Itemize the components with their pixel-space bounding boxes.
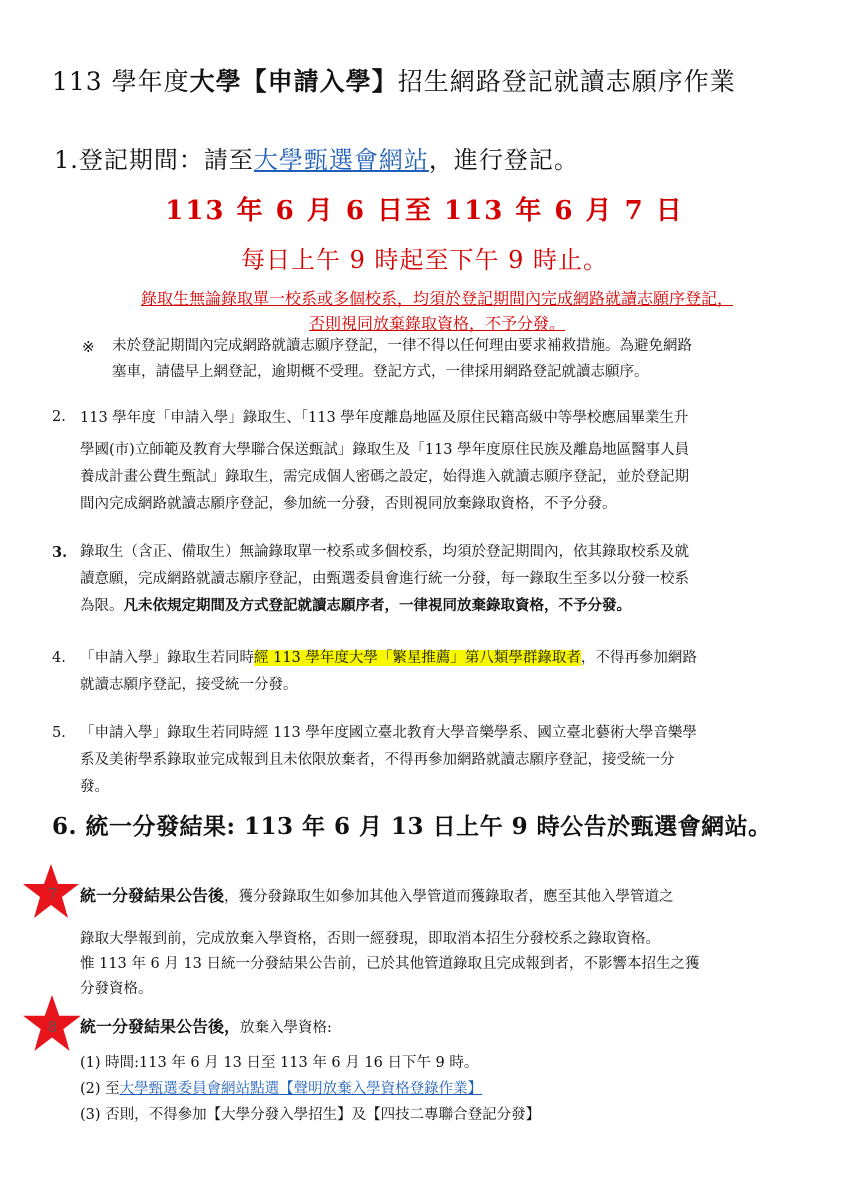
item-3-line: 錄取生（含正、備取生）無論錄取單一校系或多個校系，均須於登記期間內，依其錄取校系及就 xyxy=(80,544,689,560)
item-8-sub-3: (3) 否則，不得參加【大學分發入學招生】及【四技二專聯合登記分發】 xyxy=(80,1107,541,1123)
website-link[interactable]: 大學甄選會網站 xyxy=(253,146,429,174)
note-mark: ※ xyxy=(82,338,95,356)
item-3-last-line: 為限。凡未依規定期間及方式登記就讀志願序者，一律視同放棄錄取資格，不予分發。 xyxy=(80,597,631,614)
item-3-line: 讀意願，完成網路就讀志願序登記，由甄選委員會進行統一分發，每一錄取生至多以分發一校系 xyxy=(80,571,689,587)
withdrawal-link[interactable]: 大學甄選委員會網站點選【聲明放棄入學資格登錄作業】 xyxy=(119,1081,483,1097)
item-3-number: 3. xyxy=(52,544,68,561)
item-7-line-3: 惟 113 年 6 月 13 日統一分發結果公告前，已於其他管道錄取且完成報到者，不影響本招生之獲 xyxy=(80,956,700,972)
item-4-line-1: 「申請入學」錄取生若同時經 113 學年度大學「繁星推薦」第八類學群錄取者，不得再參加網路 xyxy=(80,650,697,666)
item-5-number: 5. xyxy=(52,725,66,741)
registration-daily-time: 每日上午 9 時起至下午 9 時止。 xyxy=(240,246,609,274)
warning-line-2: 否則視同放棄錄取資格，不予分發。 xyxy=(308,314,565,333)
registration-date-range: 113 年 6 月 6 日至 113 年 6 月 7 日 xyxy=(165,196,684,226)
item-7-line-4: 分發資格。 xyxy=(80,981,153,997)
item-2-number: 2. xyxy=(52,409,66,425)
item-4-line-2: 就讀志願序登記，接受統一分發。 xyxy=(80,677,298,693)
item-5-line: 發。 xyxy=(80,779,109,795)
page-title: 113 學年度大學【申請入學】招生網路登記就讀志願序作業 xyxy=(52,67,736,96)
item-4-number: 4. xyxy=(52,650,66,666)
item-7-number: 7 xyxy=(48,887,58,903)
note-line-1: 未於登記期間內完成網路就讀志願序登記，一律不得以任何理由要求補救措施。為避免網路 xyxy=(112,338,692,354)
item-8-line-1: 統一分發結果公告後，放棄入學資格: xyxy=(80,1017,332,1036)
item-5-line: 系及美術學系錄取並完成報到且未依限放棄者，不得再參加網路就讀志願序登記，接受統一分 xyxy=(80,752,675,768)
note-line-2: 塞車，請儘早上網登記，逾期概不受理。登記方式，一律採用網路登記就讀志願序。 xyxy=(112,364,649,380)
item-2-line: 113 學年度「申請入學」錄取生、「113 學年度離島地區及原住民籍高級中等學校應屆畢業生升 xyxy=(80,410,689,426)
highlighted-text: 經 113 學年度大學「繁星推薦」第八類學群錄取者 xyxy=(254,650,581,666)
item-5-line: 「申請入學」錄取生若同時經 113 學年度國立臺北教育大學音樂學系、國立臺北藝術大學音樂學 xyxy=(80,725,697,741)
item-7-line-2: 錄取大學報到前，完成放棄入學資格，否則一經發現，即取消本招生分發校系之錄取資格。 xyxy=(80,931,660,947)
item-7-line-1: 統一分發結果公告後，獲分發錄取生如參加其他入學管道而獲錄取者，應至其他入學管道之 xyxy=(80,886,674,905)
item-2-line: 養成計畫公費生甄試」錄取生，需完成個人密碼之設定，始得進入就讀志願序登記，並於登記期 xyxy=(80,469,689,485)
item-2-line: 學國(市)立師範及教育大學聯合保送甄試」錄取生及「113 學年度原住民族及離島地區醫事人員 xyxy=(80,442,690,458)
item-6-heading: 6. 統一分發結果: 113 年 6 月 13 日上午 9 時公告於甄選會網站。 xyxy=(52,813,772,840)
section-1-heading: 1.登記期間：請至大學甄選會網站，進行登記。 xyxy=(54,146,579,174)
item-8-sub-2: (2) 至大學甄選委員會網站點選【聲明放棄入學資格登錄作業】 xyxy=(80,1081,483,1097)
item-8-number: 8 xyxy=(48,1020,58,1036)
warning-line-1: 錄取生無論錄取單一校系或多個校系，均須於登記期間內完成網路就讀志願序登記， xyxy=(140,289,733,308)
item-2-line: 間內完成網路就讀志願序登記，參加統一分發，否則視同放棄錄取資格，不予分發。 xyxy=(80,496,617,512)
item-8-sub-1: (1) 時間:113 年 6 月 13 日至 113 年 6 月 16 日下午 9 時。 xyxy=(80,1055,479,1071)
